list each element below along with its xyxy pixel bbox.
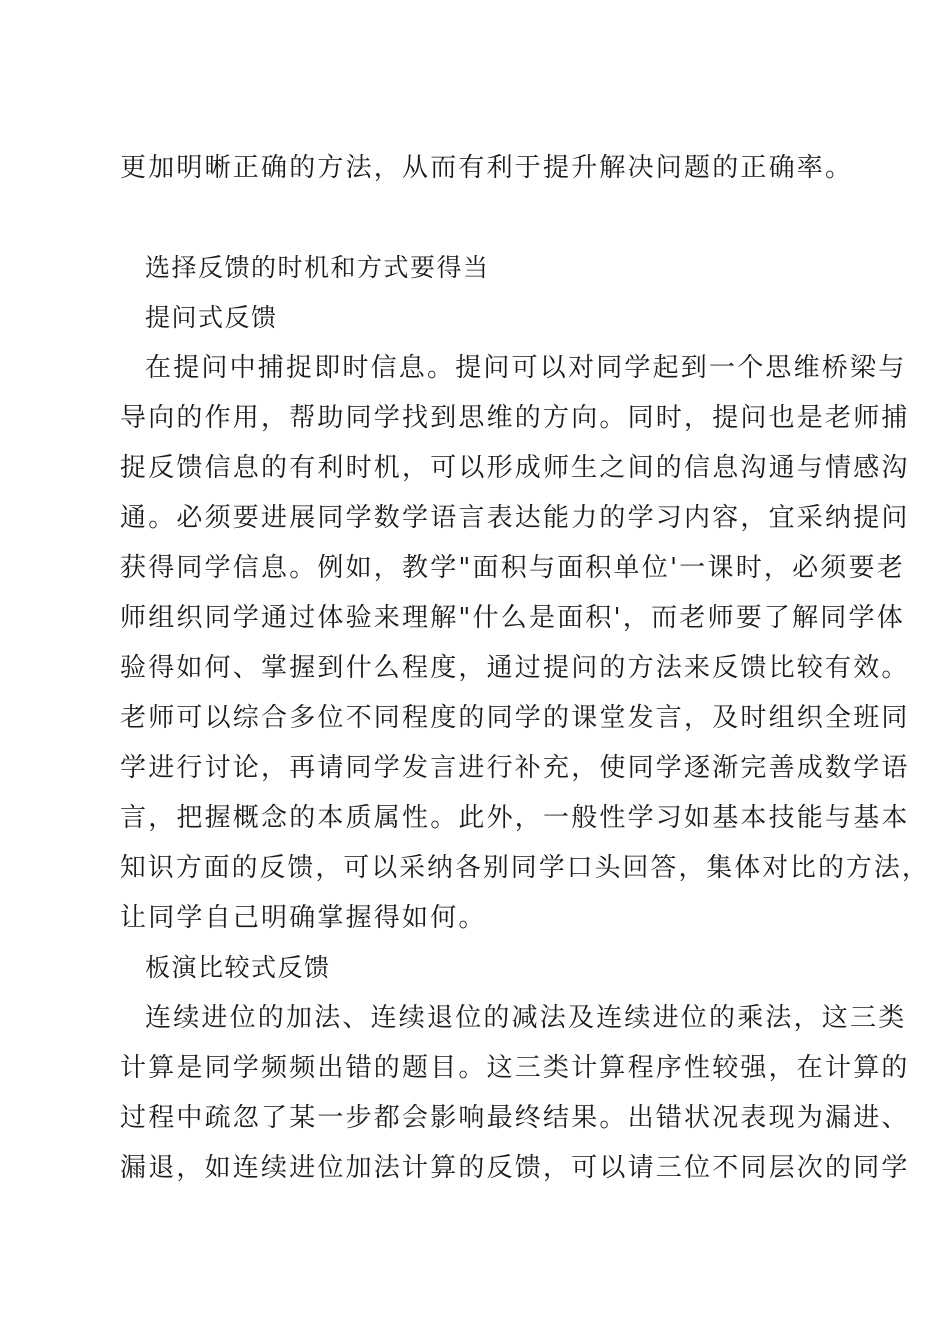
paragraph-line: 师组织同学通过体验来理解"什么是面积'，而老师要了解同学体 <box>120 603 905 633</box>
paragraph-line: 捉反馈信息的有利时机，可以形成师生之间的信息沟通与情感沟 <box>120 453 910 483</box>
paragraph-line: 学进行讨论，再请同学发言进行补充，使同学逐渐完善成数学语 <box>120 753 910 783</box>
paragraph-line: 知识方面的反馈，可以采纳各别同学口头回答，集体对比的方法， <box>120 853 930 883</box>
paragraph-line: 计算是同学频频出错的题目。这三类计算程序性较强，在计算的 <box>120 1053 910 1083</box>
paragraph-line: 连续进位的加法、连续退位的减法及连续进位的乘法，这三类 <box>145 1003 907 1033</box>
paragraph-line: 言，把握概念的本质属性。此外，一般性学习如基本技能与基本 <box>120 803 910 833</box>
section-heading: 选择反馈的时机和方式要得当 <box>145 253 490 282</box>
paragraph-line: 导向的作用，帮助同学找到思维的方向。同时，提问也是老师捕 <box>120 403 910 433</box>
paragraph-line: 在提问中捕捉即时信息。提问可以对同学起到一个思维桥梁与 <box>145 353 907 383</box>
paragraph-line: 老师可以综合多位不同程度的同学的课堂发言，及时组织全班同 <box>120 703 910 733</box>
subsection-heading: 板演比较式反馈 <box>145 953 331 982</box>
paragraph-line: 漏退，如连续进位加法计算的反馈，可以请三位不同层次的同学 <box>120 1153 910 1183</box>
paragraph-line: 验得如何、掌握到什么程度，通过提问的方法来反馈比较有效。 <box>120 653 910 683</box>
paragraph-line: 通。必须要进展同学数学语言表达能力的学习内容，宜采纳提问 <box>120 503 910 533</box>
paragraph-line: 获得同学信息。例如，教学"面积与面积单位'一课时，必须要老 <box>120 553 905 583</box>
subsection-heading: 提问式反馈 <box>145 303 278 332</box>
paragraph-line: 让同学自己明确掌握得如何。 <box>120 903 487 933</box>
paragraph-line: 更加明晰正确的方法，从而有利于提升解决问题的正确率。 <box>120 153 854 183</box>
paragraph-line: 过程中疏忽了某一步都会影响最终结果。出错状况表现为漏进、 <box>120 1103 910 1133</box>
